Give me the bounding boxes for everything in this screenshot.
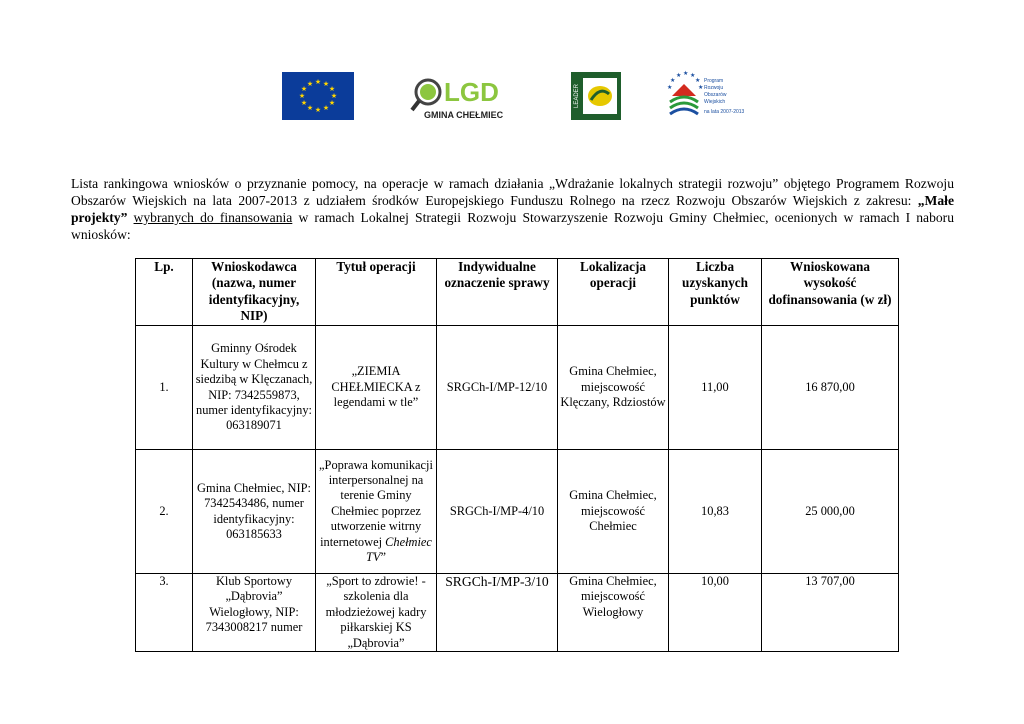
- row-amount: 13 707,00: [762, 574, 899, 652]
- lgd-logo-text: LGD: [444, 77, 499, 107]
- table-row: [136, 574, 899, 652]
- table-row: [136, 326, 899, 450]
- row-location: Gmina Chełmiec, miejscowość Chełmiec: [558, 450, 669, 574]
- row-title-main: „Poprawa komunikacji interpersonalnej na terenie Gminy Chełmiec poprzez utworzenie witrny internetowej: [319, 457, 433, 549]
- svg-text:★: ★: [670, 77, 676, 84]
- row-location: Gmina Chełmiec, miejscowość Klęczany, Rdziostów: [558, 326, 669, 450]
- row-title-italic: Chełmiec TV: [366, 534, 432, 565]
- row-title: „Sport to zdrowie! - szkolenia dla młodzieżowej kadry piłkarskiej KS „Dąbrovia”: [316, 574, 437, 652]
- header-case: Indywidualne oznaczenie sprawy: [437, 259, 558, 326]
- row-title: [316, 450, 437, 574]
- svg-text:★: ★: [314, 78, 322, 86]
- lgd-logo: [410, 72, 522, 122]
- row-case: SRGCh-I/MP-12/10: [437, 326, 558, 450]
- svg-text:★: ★: [300, 85, 308, 93]
- svg-text:★: ★: [328, 99, 336, 107]
- svg-text:★: ★: [300, 99, 308, 107]
- row-applicant: Gminny Ośrodek Kultury w Chełmcu z siedzibą w Klęczanach, NIP: 7342559873, numer identyfikacyjny: 063189071: [193, 326, 316, 450]
- prow-logo-text: Program Rozwoju Obszarów Wiejskich na lata 2007-2013: [704, 78, 744, 115]
- svg-text:★: ★: [330, 92, 338, 100]
- table-row: [136, 450, 899, 574]
- logo-bar: [0, 66, 1024, 126]
- row-amount: 25 000,00: [762, 450, 899, 574]
- row-points: 10,83: [669, 450, 762, 574]
- row-location: Gmina Chełmiec, miejscowość Wielogłowy: [558, 574, 669, 652]
- header-lp: Lp.: [136, 259, 193, 326]
- header-amount: Wnioskowana wysokość dofinansowania (w zł): [762, 259, 899, 326]
- svg-text:★: ★: [690, 72, 696, 79]
- header-title: Tytuł operacji: [316, 259, 437, 326]
- svg-text:★: ★: [328, 85, 336, 93]
- svg-text:★: ★: [695, 77, 701, 84]
- svg-text:★: ★: [298, 92, 306, 100]
- row-amount: 16 870,00: [762, 326, 899, 450]
- svg-text:★: ★: [314, 106, 322, 114]
- leader-logo: [571, 72, 621, 120]
- svg-text:★: ★: [698, 84, 704, 91]
- svg-text:★: ★: [683, 70, 689, 77]
- row-points: 11,00: [669, 326, 762, 450]
- row-title: „ZIEMIA CHEŁMIECKA z legendami w tle”: [316, 326, 437, 450]
- row-points: 10,00: [669, 574, 762, 652]
- header-location: Lokalizacja operacji: [558, 259, 669, 326]
- row-applicant: Gmina Chełmiec, NIP: 7342543486, numer identyfikacyjny: 063185633: [193, 450, 316, 574]
- lgd-logo-subtext: GMINA CHEŁMIEC: [424, 110, 504, 120]
- svg-text:★: ★: [322, 104, 330, 112]
- row-lp: 3.: [136, 574, 193, 652]
- svg-text:★: ★: [667, 84, 673, 91]
- prow-logo: [664, 70, 744, 122]
- intro-bold-term: „Małe projekty”: [71, 193, 954, 225]
- leader-logo-text: LEADER: [574, 83, 580, 108]
- svg-text:★: ★: [306, 104, 314, 112]
- table-header-row: [136, 259, 899, 326]
- header-applicant: Wnioskodawca (nazwa, numer identyfikacyjny, NIP): [193, 259, 316, 326]
- header-points: Liczba uzyskanych punktów: [669, 259, 762, 326]
- intro-underlined: wybranych do finansowania: [133, 210, 293, 225]
- intro-text-1: Lista rankingowa wniosków o przyznanie pomocy, na operacje w ramach działania „Wdrażanie lokalnych strategii rozwoju” objętego Programem Rozwoju Obszarów Wiejskich na lata 2007-2013 z udziałem środków Europejskiego Funduszu Rolnego na rzecz Rozwoju Obszarów Wiejskich z zakresu:: [71, 176, 954, 208]
- svg-text:★: ★: [676, 72, 682, 79]
- row-case: SRGCh-I/MP-3/10: [437, 574, 558, 652]
- intro-text-2: w ramach Lokalnej Strategii Rozwoju Stowarzyszenie Rozwoju Gminy Chełmiec, ocenionych w ramach I naboru wniosków:: [71, 210, 955, 242]
- row-case: SRGCh-I/MP-4/10: [437, 450, 558, 574]
- ranking-table: [135, 258, 899, 652]
- row-lp: 2.: [136, 450, 193, 574]
- intro-paragraph: [71, 175, 954, 243]
- svg-text:★: ★: [306, 80, 314, 88]
- eu-flag-logo: [282, 72, 354, 120]
- row-title-end: ”: [380, 550, 386, 565]
- row-applicant: Klub Sportowy „Dąbrovia” Wielogłowy, NIP: 7343008217 numer: [193, 574, 316, 652]
- svg-text:★: ★: [322, 80, 330, 88]
- row-lp: 1.: [136, 326, 193, 450]
